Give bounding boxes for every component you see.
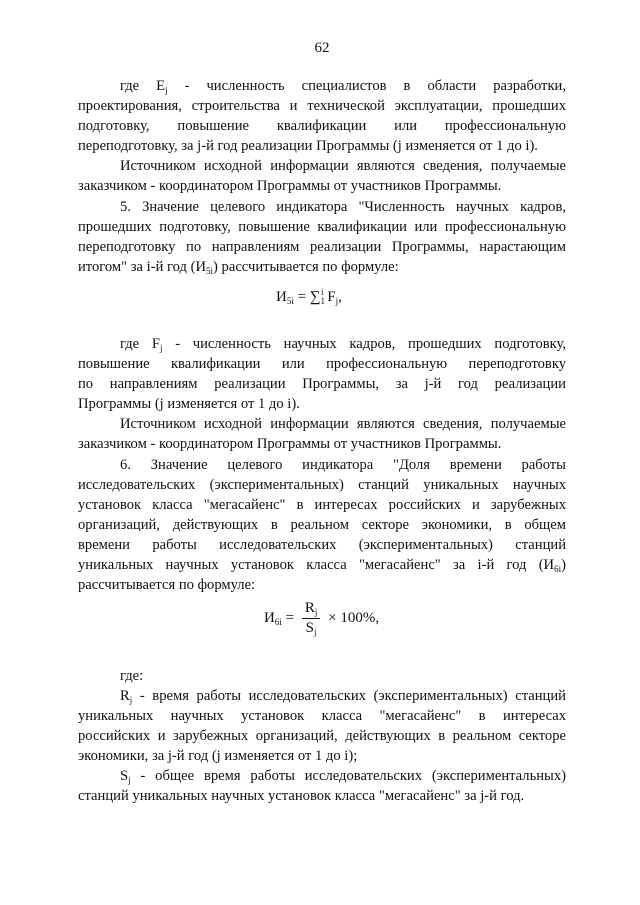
paragraph-line: Источником исходной информации являются сведения, получаемые	[120, 416, 566, 432]
paragraph-line: заказчиком - координатором Программы от участников Программы.	[78, 178, 502, 194]
paragraph-line: российских и зарубежных организаций, действующих в реальном секторе	[78, 728, 566, 744]
paragraph-line: времени работы исследовательских (экспериментальных) станций	[78, 537, 566, 553]
paragraph-line: уникальных научных установок класса "мегасайенс" в интересах	[78, 708, 566, 724]
paragraph-line: переподготовку, за j-й год реализации Программы (j изменяется от 1 до i).	[78, 138, 538, 154]
paragraph-line: исследовательских (экспериментальных) станций уникальных научных	[78, 477, 566, 493]
paragraph-line: повышение квалификации или профессиональную переподготовку	[78, 356, 566, 372]
paragraph-line: $R_j$ - время работы исследовательских (экспериментальных) станций	[120, 688, 566, 705]
paragraph-line: станций уникальных научных установок класса "мегасайенс" за j-й год.	[78, 788, 525, 804]
paragraph-line: где:	[120, 668, 144, 684]
paragraph-line: подготовку, повышение квалификации или профессиональную	[78, 118, 566, 134]
paragraph-line: 5. Значение целевого индикатора "Численность научных кадров,	[120, 199, 566, 215]
paragraph-line: проектирования, строительства и технической эксплуатации, прошедших	[78, 98, 566, 114]
fraction: $\frac{R_j}{S_j}$	[302, 600, 321, 637]
formula-cumulative-sum: $И_{5i} = \sum_1^i$ $F_j$,	[276, 287, 342, 306]
paragraph-line: 6. Значение целевого индикатора "Доля времени работы	[120, 457, 566, 473]
paragraph-line: установок класса "мегасайенс" в интересах российских и зарубежных	[78, 497, 566, 513]
paragraph-line: по направлениям реализации Программы, за j-й год реализации	[78, 376, 566, 392]
paragraph-line: заказчиком - координатором Программы от участников Программы.	[78, 436, 502, 452]
paragraph-line: Программы (j изменяется от 1 до i).	[78, 396, 300, 412]
paragraph-line: переподготовку по направлениям реализации Программы, нарастающим	[78, 239, 566, 255]
paragraph-line: экономики, за j-й год (j изменяется от 1 до i);	[78, 748, 358, 764]
paragraph-line: рассчитывается по формуле:	[78, 577, 256, 593]
paragraph-line: итогом" за i-й год $(И_{5i})$ рассчитывается по формуле:	[78, 259, 399, 276]
paragraph-line: где $E_j$ - численность специалистов в области разработки,	[120, 78, 566, 95]
page-number: 62	[314, 40, 330, 56]
paragraph-line: где $F_j$ - численность научных кадров, прошедших подготовку,	[120, 336, 566, 353]
paragraph-line: прошедших подготовку, повышение квалификации или профессиональную	[78, 219, 566, 235]
paragraph-line: организаций, действующих в реальном секторе экономики, в общем	[78, 517, 566, 533]
paragraph-line: уникальных научных установок класса "мегасайенс" за i-й год $(И_{6i})$	[78, 557, 566, 574]
paragraph-line: Источником исходной информации являются сведения, получаемые	[120, 158, 566, 174]
formula-share: $И_{6i}$ = $\frac{R_j}{S_j}$ × 100%,	[264, 600, 380, 637]
paragraph-line: $S_j$ - общее время работы исследовательских (экспериментальных)	[120, 768, 566, 785]
